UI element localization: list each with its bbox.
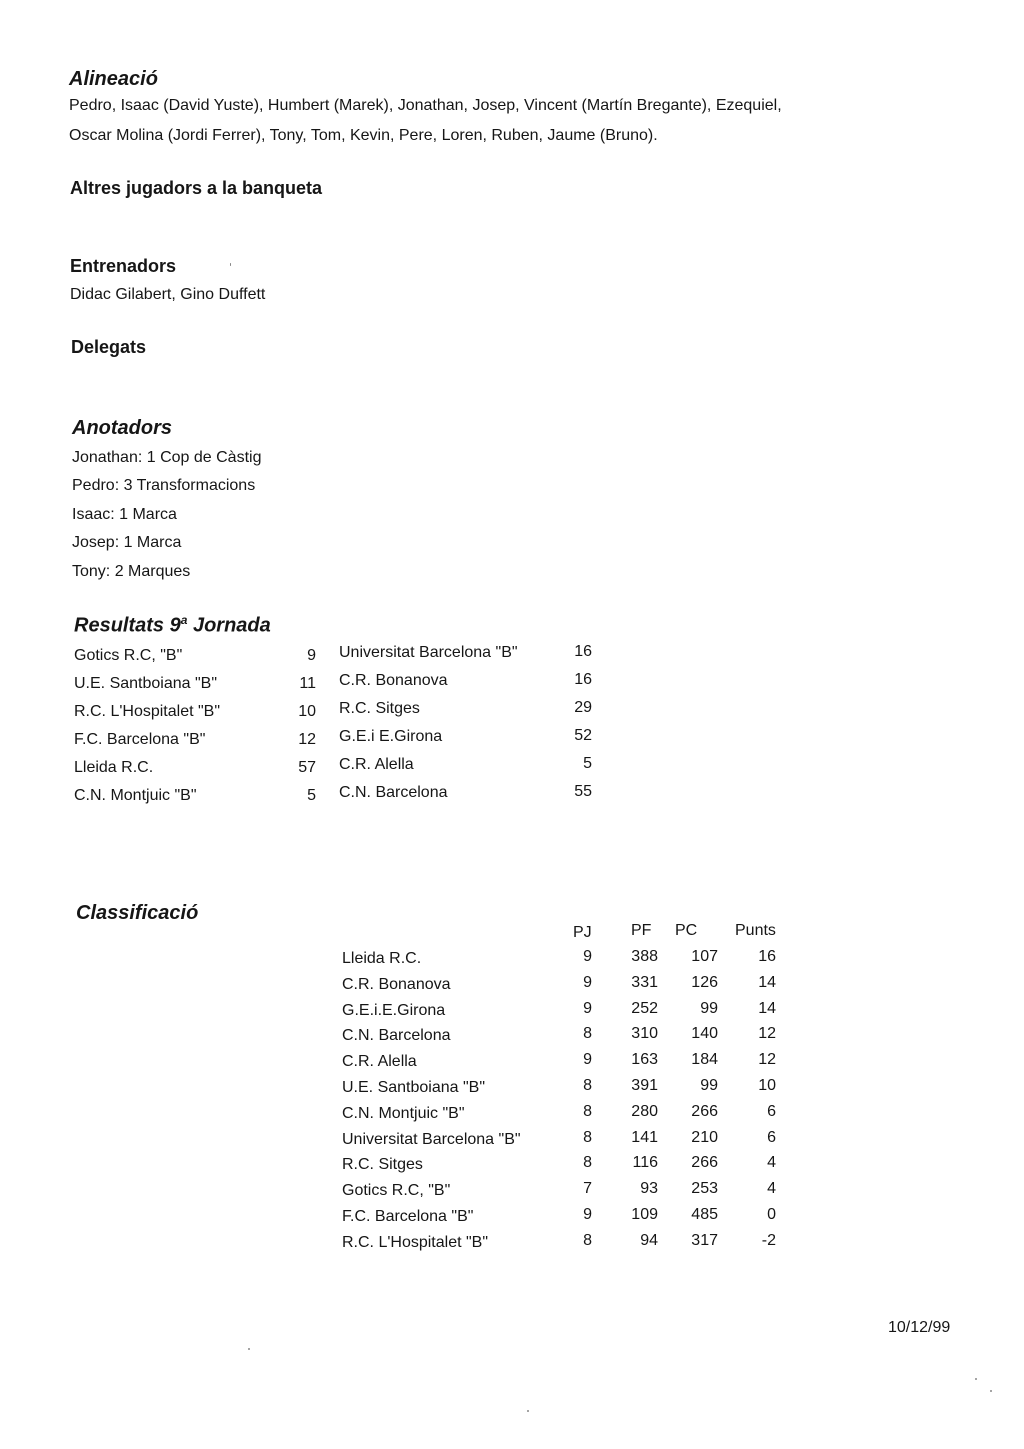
cell-pf: 141 <box>631 1128 658 1146</box>
scorer-item: Pedro: 3 Transformacions <box>72 477 256 494</box>
cell-pj: 9 <box>583 1206 592 1223</box>
team-name: G.E.i.E.Girona <box>342 1001 446 1019</box>
cell-pf: 391 <box>631 1077 658 1094</box>
home-team: Lleida R.C. <box>74 759 154 776</box>
away-team: C.R. Alella <box>339 756 414 773</box>
cell-pf: 252 <box>631 999 658 1017</box>
cell-pj: 8 <box>583 1154 592 1172</box>
scan-speck <box>990 1390 992 1392</box>
resultats-heading-rest: Jornada <box>187 614 271 637</box>
header-punts: Punts <box>735 922 776 939</box>
cell-pc: 266 <box>691 1154 718 1172</box>
away-score: 52 <box>574 727 592 744</box>
classificacio-heading: Classificació <box>76 902 199 924</box>
cell-punts: -2 <box>761 1231 776 1249</box>
cell-pf: 388 <box>631 948 658 965</box>
entrenadors-heading: Entrenadors <box>70 256 177 276</box>
team-name: C.R. Bonanova <box>342 975 451 993</box>
cell-pc: 266 <box>691 1102 718 1120</box>
team-name: C.N. Barcelona <box>342 1027 451 1045</box>
cell-pc: 99 <box>700 999 718 1017</box>
cell-punts: 6 <box>767 1128 776 1146</box>
home-score: 9 <box>307 647 316 664</box>
scorer-item: Jonathan: 1 Cop de Càstig <box>72 449 262 466</box>
cell-pj: 8 <box>583 1128 592 1146</box>
away-team: Universitat Barcelona "B" <box>339 644 518 661</box>
home-score: 10 <box>298 703 316 720</box>
home-score: 5 <box>307 787 316 804</box>
cell-pf: 331 <box>631 973 658 991</box>
cell-pc: 317 <box>691 1231 718 1249</box>
cell-pj: 9 <box>583 1051 592 1069</box>
away-score: 5 <box>583 755 592 772</box>
banqueta-heading: Altres jugadors a la banqueta <box>70 178 323 198</box>
team-name: C.N. Montjuic "B" <box>342 1104 465 1122</box>
cell-pf: 93 <box>640 1180 658 1198</box>
resultats-heading <box>74 613 271 638</box>
cell-pj: 8 <box>583 1102 592 1120</box>
team-name: Gotics R.C, "B" <box>342 1182 451 1200</box>
cell-pc: 184 <box>691 1051 718 1069</box>
header-pj: PJ <box>573 924 592 941</box>
cell-pf: 310 <box>631 1025 658 1043</box>
away-score: 29 <box>574 699 592 716</box>
scan-speck <box>248 1348 250 1350</box>
entrenadors-names: Didac Gilabert, Gino Duffett <box>70 286 266 303</box>
cell-pc: 485 <box>691 1206 718 1223</box>
cell-punts: 14 <box>758 973 776 991</box>
cell-pj: 8 <box>583 1231 592 1249</box>
away-team: C.N. Barcelona <box>339 784 448 801</box>
cell-pc: 210 <box>691 1128 718 1146</box>
home-team: R.C. L'Hospitalet "B" <box>74 703 221 720</box>
cell-punts: 10 <box>758 1077 776 1094</box>
cell-pf: 94 <box>640 1231 658 1249</box>
cell-pj: 9 <box>583 948 592 965</box>
cell-punts: 4 <box>767 1154 776 1172</box>
home-team: C.N. Montjuic "B" <box>74 787 197 804</box>
document-date: 10/12/99 <box>888 1319 951 1336</box>
cell-pf: 163 <box>631 1051 658 1069</box>
cell-punts: 12 <box>758 1025 776 1043</box>
cell-punts: 6 <box>767 1102 776 1120</box>
away-score: 16 <box>574 643 592 660</box>
team-name: F.C. Barcelona "B" <box>342 1208 474 1225</box>
team-name: U.E. Santboiana "B" <box>342 1079 485 1096</box>
away-score: 16 <box>574 671 592 688</box>
scorer-item: Josep: 1 Marca <box>72 534 182 551</box>
cell-pf: 109 <box>631 1206 658 1223</box>
scan-speck <box>975 1378 977 1380</box>
cell-punts: 4 <box>767 1180 776 1198</box>
scorer-item: Isaac: 1 Marca <box>72 506 177 523</box>
scorer-item: Tony: 2 Marques <box>72 563 191 580</box>
team-name: Lleida R.C. <box>342 950 422 967</box>
header-pc: PC <box>675 922 698 939</box>
cell-pj: 7 <box>583 1180 592 1198</box>
resultats-heading-main: Resultats 9 <box>74 614 181 637</box>
away-team: R.C. Sitges <box>339 700 420 717</box>
scan-speck <box>230 263 231 266</box>
cell-pj: 8 <box>583 1025 592 1043</box>
cell-pc: 140 <box>691 1025 718 1043</box>
cell-pf: 116 <box>632 1154 658 1172</box>
home-team: U.E. Santboiana "B" <box>74 675 217 692</box>
away-team: G.E.i E.Girona <box>339 728 443 745</box>
cell-pj: 9 <box>583 973 592 991</box>
team-name: Universitat Barcelona "B" <box>342 1130 521 1148</box>
cell-punts: 0 <box>767 1206 776 1223</box>
cell-pc: 107 <box>691 948 718 965</box>
alineacio-line-2: Oscar Molina (Jordi Ferrer), Tony, Tom, Kevin, Pere, Loren, Ruben, Jaume (Bruno). <box>69 127 658 144</box>
cell-punts: 16 <box>758 948 776 965</box>
team-name: R.C. L'Hospitalet "B" <box>342 1233 489 1251</box>
cell-pj: 9 <box>583 999 592 1017</box>
scan-speck <box>527 1410 529 1412</box>
cell-pc: 126 <box>691 973 718 991</box>
team-name: R.C. Sitges <box>342 1156 423 1174</box>
cell-pc: 253 <box>691 1180 718 1198</box>
cell-punts: 14 <box>758 999 776 1017</box>
cell-punts: 12 <box>758 1051 776 1069</box>
home-score: 57 <box>298 759 316 776</box>
cell-pc: 99 <box>700 1077 718 1094</box>
home-team: F.C. Barcelona "B" <box>74 731 206 748</box>
cell-pf: 280 <box>631 1102 658 1120</box>
away-score: 55 <box>574 783 592 800</box>
home-team: Gotics R.C, "B" <box>74 647 183 664</box>
home-score: 11 <box>299 675 316 692</box>
team-name: C.R. Alella <box>342 1053 417 1071</box>
header-pf: PF <box>631 922 652 939</box>
alineacio-heading: Alineació <box>69 68 158 90</box>
alineacio-line-1: Pedro, Isaac (David Yuste), Humbert (Marek), Jonathan, Josep, Vincent (Martín Bregante), Ezequiel, <box>69 97 782 114</box>
away-team: C.R. Bonanova <box>339 672 448 689</box>
anotadors-heading: Anotadors <box>72 417 172 439</box>
delegats-heading: Delegats <box>71 337 147 357</box>
cell-pj: 8 <box>583 1077 592 1094</box>
home-score: 12 <box>298 731 316 748</box>
resultats-heading-sup: a <box>180 613 188 627</box>
